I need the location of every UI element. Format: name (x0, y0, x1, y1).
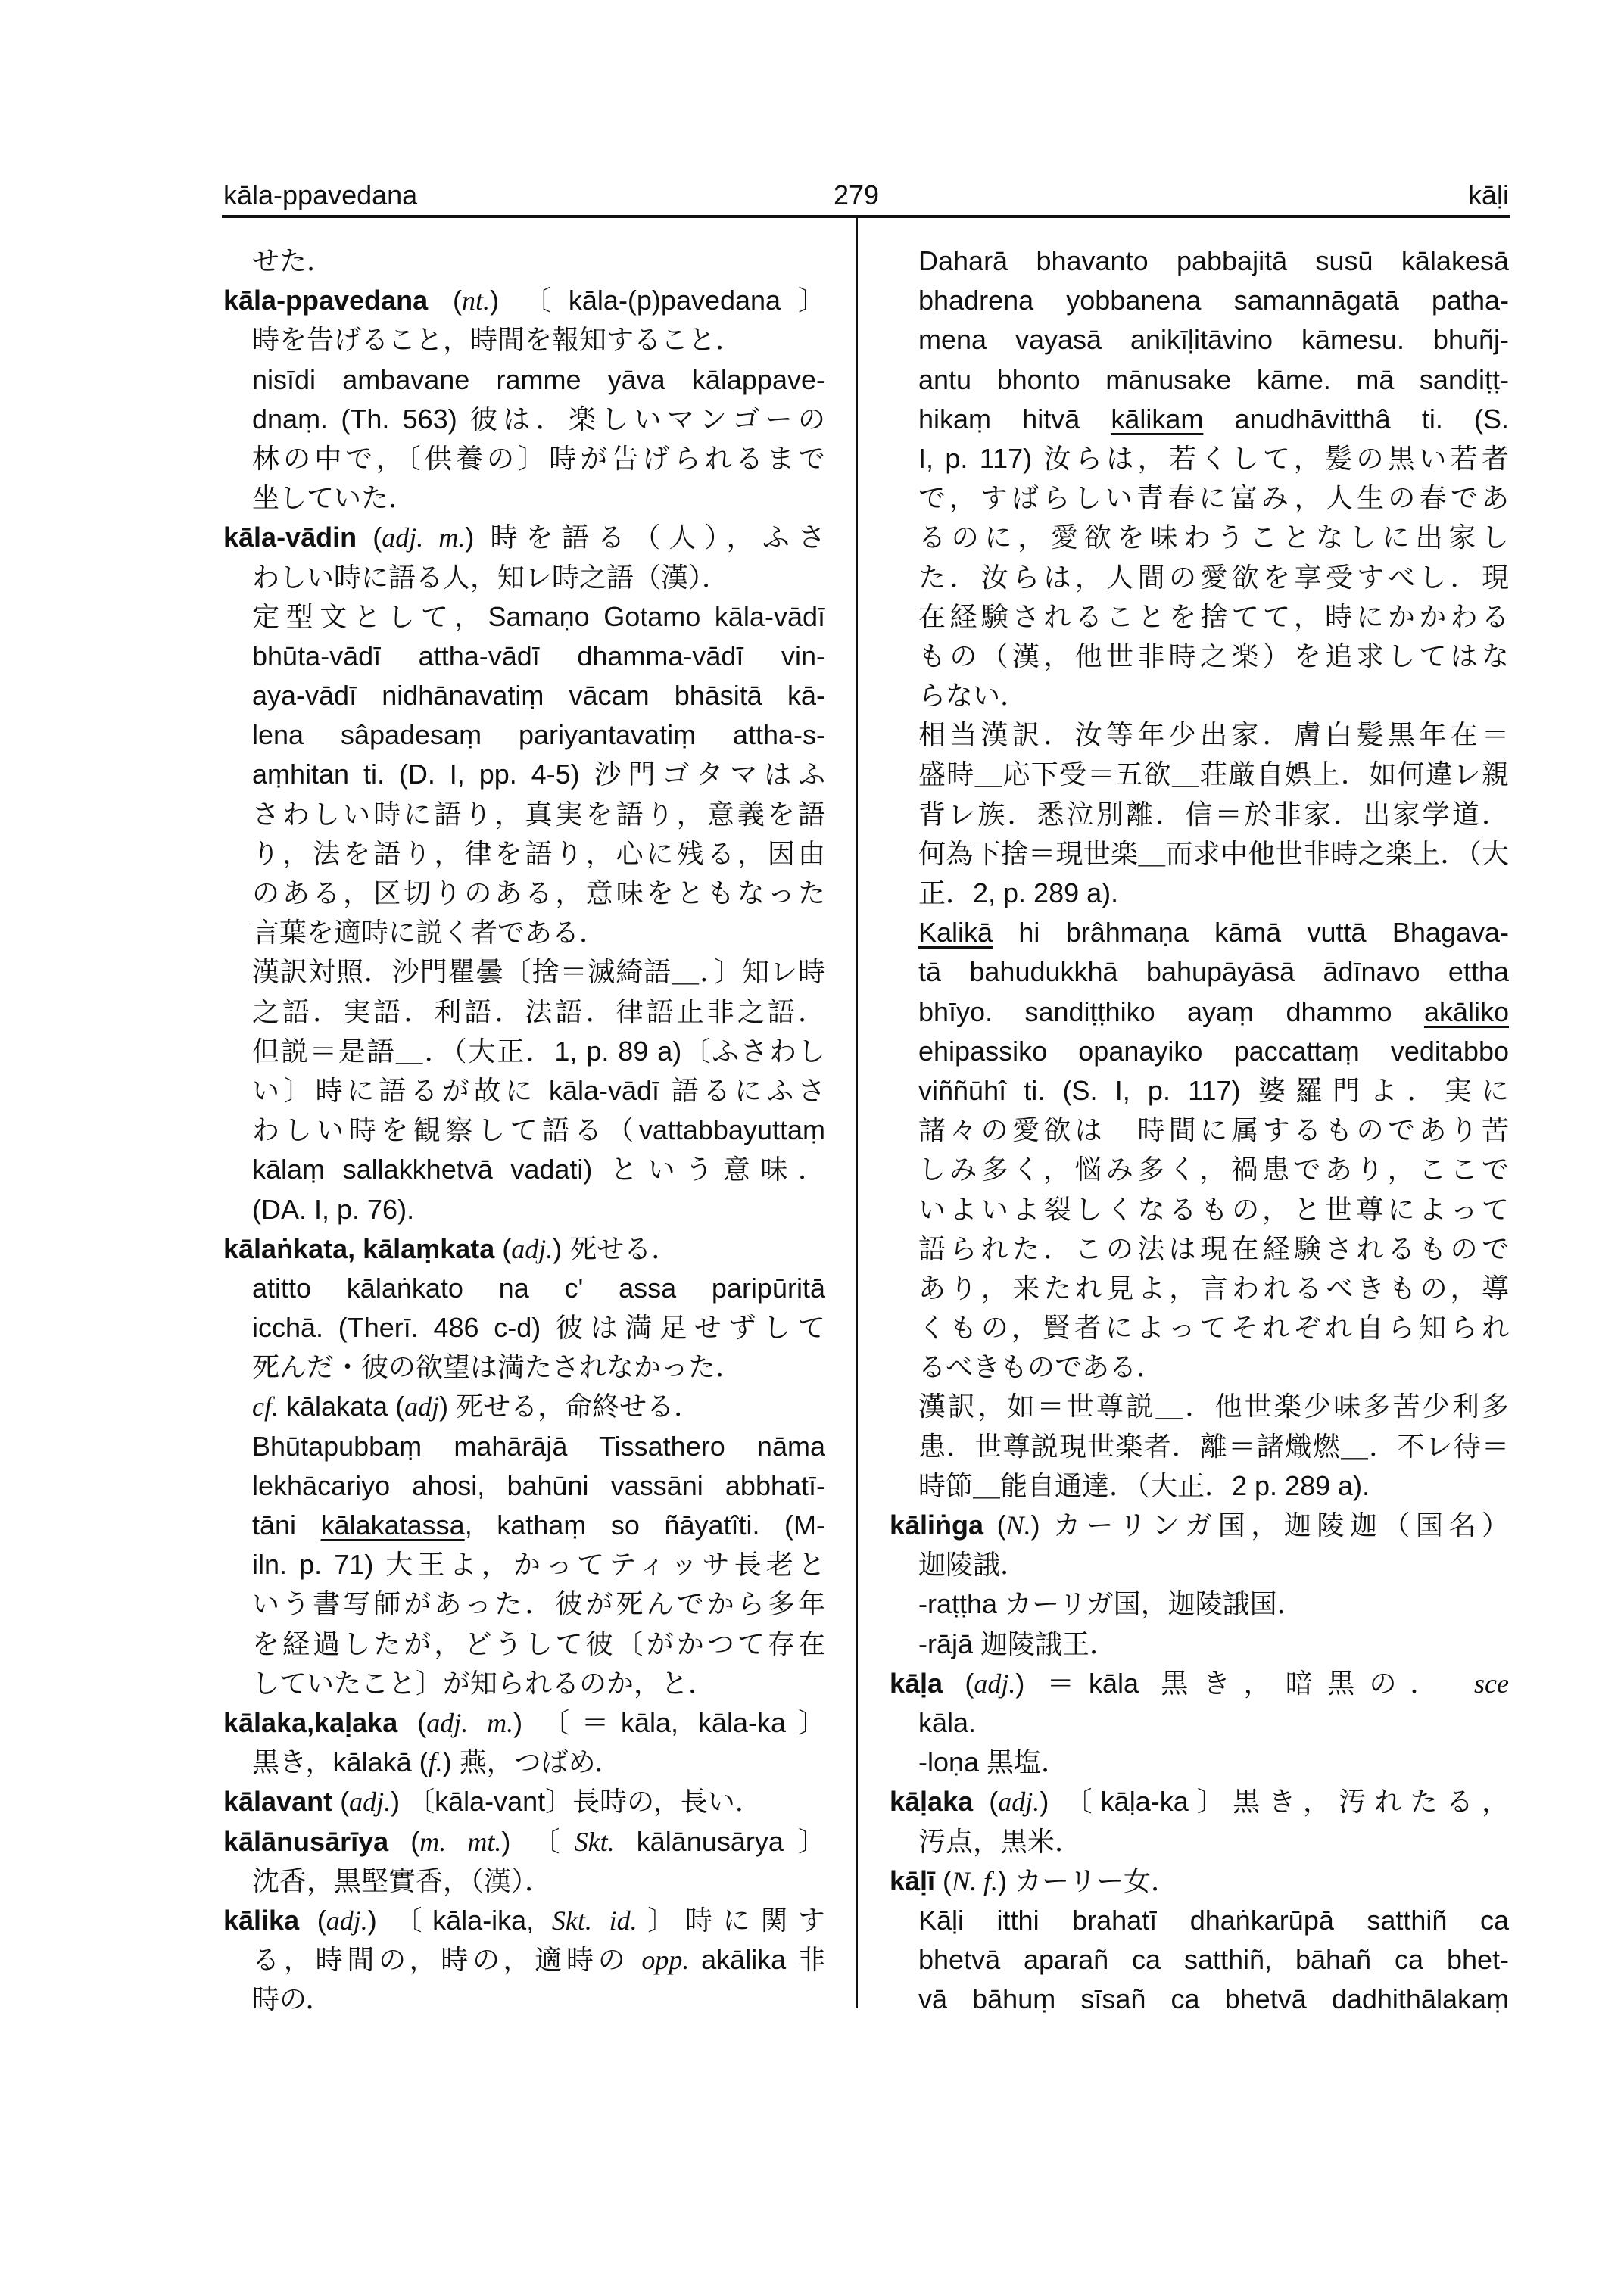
grammar-abbrev: adj. m. (382, 522, 466, 553)
text-run: 語られた．この法は現在経験されるもので (918, 1232, 1509, 1264)
entry-body-line (890, 1427, 1509, 1466)
entry-body-line (223, 241, 825, 281)
headword: kāla-ppavedana (223, 285, 429, 316)
entry-headword-line (223, 1229, 825, 1269)
text-run: -raṭṭha カーリガ国，迦陵誐国． (918, 1588, 1304, 1620)
entry-body-line (890, 558, 1509, 597)
text-run: 但説＝是語＿．（大正．1, p. 89 a)〔ふさわし (252, 1035, 825, 1067)
text-run: で，すばらしい青春に富み，人生の春であ (918, 482, 1509, 514)
entry-body-line (890, 1466, 1509, 1506)
entry-body-line (223, 1111, 825, 1150)
left-column (223, 241, 825, 2019)
column-divider (856, 218, 858, 2008)
entry-body-line (890, 597, 1509, 637)
text-run: のある，区切りのある，意味をともなった (252, 877, 825, 908)
text-run: kāla. (918, 1706, 977, 1738)
text-run: 〕時に関す (637, 1904, 826, 1936)
entry-body-line (223, 597, 825, 637)
page-number: 279 (833, 179, 880, 210)
text-run: ( (299, 1904, 326, 1936)
entry-body-line (223, 1862, 825, 1901)
text-run: ) 死せる，命終せる． (439, 1391, 702, 1422)
text-run: ( (973, 1786, 999, 1818)
grammar-abbrev: N. f. (952, 1865, 999, 1896)
headword: kāḷaka (890, 1786, 974, 1818)
entry-body-line (223, 1506, 825, 1545)
text-run: た．汝らは，人間の愛欲を享受すべし．現 (918, 561, 1509, 593)
text-run: 時を告げること，時間を報知すること． (252, 324, 743, 356)
running-head-left: kāla-ppavedana (223, 179, 418, 210)
text-run: , kathaṃ so ñāyatîti. (M- (464, 1509, 825, 1541)
headword: kāḷī (890, 1865, 936, 1896)
text-run: bhetvā aparañ ca satthiñ, bāhañ ca bhet- (918, 1944, 1509, 1976)
headword: kālaṅkata, kālaṃkata (223, 1232, 495, 1264)
entry-body-line (223, 1308, 825, 1347)
entry-body-line (890, 1387, 1509, 1426)
text-run: ( (943, 1667, 974, 1699)
entry-body-line (890, 1584, 1509, 1624)
text-run: せた． (252, 245, 335, 276)
entry-headword-line (223, 1782, 825, 1821)
entry-headword-line (223, 281, 825, 320)
headword: kāliṅga (890, 1509, 984, 1541)
entry-body-line (890, 1347, 1509, 1387)
entry-body-line (223, 952, 825, 992)
text-run: 定型文として，Samaṇo Gotamo kāla-vādī (252, 600, 825, 632)
entry-headword-line (223, 1822, 825, 1862)
text-run: I, p. 117) 汝らは，若くして，髪の黒い若者 (918, 442, 1509, 474)
headword: kālika (223, 1904, 300, 1936)
entry-body-line (890, 281, 1509, 320)
entry-body-line (890, 1545, 1509, 1584)
entry-body-line (223, 1980, 825, 2019)
entry-body-line (890, 439, 1509, 478)
entry-body-line (890, 518, 1509, 557)
entry-body-line (890, 241, 1509, 281)
entry-body-line (890, 715, 1509, 755)
text-run: antu bhonto mānusake kāme. mā sandiṭṭ- (918, 363, 1509, 395)
text-run: 汚点，黒米． (918, 1825, 1083, 1857)
text-run: わしい時を観察して語る（vattabbayuttaṃ (252, 1114, 825, 1146)
text-run: akālika 非 (689, 1944, 825, 1976)
grammar-abbrev: f. (428, 1747, 443, 1778)
grammar-abbrev: adj. (326, 1905, 368, 1936)
grammar-abbrev: adj. m. (426, 1707, 514, 1738)
entry-body-line (890, 360, 1509, 400)
text-run: 沈香，黒堅實香，（漢）． (252, 1865, 553, 1896)
entry-body-line (890, 1071, 1509, 1111)
grammar-abbrev: adj. (974, 1668, 1016, 1699)
entry-body-line (890, 320, 1509, 360)
grammar-abbrev: N. (1005, 1510, 1031, 1541)
text-run: ( (428, 285, 463, 316)
text-run: hi brâhmaṇa kāmā vuttā Bhagava- (993, 917, 1509, 949)
text-run: iln. p. 71) 大王よ，かってティッサ長老と (252, 1549, 825, 1581)
entry-body-line (223, 834, 825, 874)
headword: kālānusārīya (223, 1825, 389, 1857)
text-run: 背レ族．悉泣別離．信＝於非家．出家学道． (918, 798, 1509, 830)
entry-body-line (223, 874, 825, 913)
headword: kālaka,kaḷaka (223, 1706, 398, 1738)
text-run: 言葉を適時に説く者である． (252, 917, 607, 949)
entry-body-line (223, 1625, 825, 1664)
text-run: ) 〔kāla-vant〕長時の，長い． (391, 1786, 762, 1818)
text-run: viññūhî ti. (S. I, p. 117) 婆羅門よ．実に (918, 1074, 1509, 1106)
text-run: Bhūtapubbaṃ mahārājā Tissathero nāma (252, 1430, 825, 1462)
text-run: ( (332, 1786, 350, 1818)
underlined-term: kālakatassa (320, 1509, 465, 1541)
entry-body-line (890, 795, 1509, 834)
text-run: (DA. I, p. 76). (252, 1193, 415, 1225)
underlined-term: akāliko (1423, 995, 1509, 1027)
text-run: bhadrena yobbanena samannāgatā patha- (918, 285, 1509, 316)
text-run: 患．世尊説現世楽者．離＝諸熾燃＿．不レ待＝ (918, 1430, 1509, 1462)
grammar-abbrev: adj (404, 1391, 440, 1422)
entry-body-line (223, 1347, 825, 1387)
text-run: kālaṃ sallakkhetvā vadati) という意味． (252, 1154, 825, 1185)
entry-body-line (223, 1269, 825, 1308)
text-run: していたこと〕が知られるのか，と． (252, 1667, 716, 1699)
grammar-abbrev: adj. (511, 1233, 553, 1264)
entry-headword-line (890, 1664, 1509, 1703)
text-run: lekhācariyo ahosi, bahūni vassāni abbhatī- (252, 1469, 825, 1501)
text-run: anudhāvitthâ ti. (S. (1203, 403, 1509, 435)
grammar-abbrev: Skt. (574, 1826, 615, 1857)
entry-body-line (890, 637, 1509, 676)
text-run: aṃhitan ti. (D. I, pp. 4-5) 沙門ゴタマはふ (252, 759, 825, 790)
text-run: ) カーリー女． (998, 1865, 1179, 1896)
entry-body-line (223, 1466, 825, 1506)
text-run: わしい時に語る人，知レ時之語（漢）． (252, 561, 730, 593)
text-run: ) カーリンガ国，迦陵迦（国名） (1030, 1509, 1509, 1541)
text-run: 坐していた． (252, 482, 416, 514)
text-run: ) 時を語る（人），ふさ (465, 522, 826, 553)
entry-headword-line (223, 1703, 825, 1743)
text-run: Daharā bhavanto pabbajitā susū kālakesā (918, 245, 1509, 276)
entry-body-line (890, 400, 1509, 439)
entry-body-line (223, 1940, 825, 1980)
text-run: tā bahudukkhā bahupāyāsā ādīnavo ettha (918, 956, 1509, 988)
entry-body-line (223, 558, 825, 597)
entry-body-line (223, 1584, 825, 1624)
entry-body-line (223, 1032, 825, 1071)
text-run: bhūta-vādī attha-vādī dhamma-vādī vin- (252, 640, 825, 671)
entry-body-line (890, 992, 1509, 1032)
headword: kālavant (223, 1786, 333, 1818)
grammar-abbrev: cf. (252, 1391, 279, 1422)
text-run: ) 〔 (501, 1825, 575, 1857)
text-run: り，法を語り，律を語り，心に残る，因由 (252, 837, 825, 869)
entry-body-line (890, 1940, 1509, 1980)
text-run: icchā. (Therī. 486 c-d) 彼は満足せずして (252, 1312, 825, 1344)
grammar-abbrev: nt. (462, 285, 491, 316)
entry-body-line (890, 1190, 1509, 1229)
entry-body-line (890, 1703, 1509, 1743)
entry-headword-line (890, 1782, 1509, 1821)
text-run: dnaṃ. (Th. 563) 彼は．楽しいマンゴーの (252, 403, 825, 435)
text-run: 時節＿能自通達．（大正．2 p. 289 a). (918, 1469, 1370, 1501)
text-run: 黒き，kālakā ( (252, 1746, 429, 1778)
entry-body-line (890, 834, 1509, 874)
text-run: しみ多く，悩み多く，禍患であり，ここで (918, 1154, 1509, 1185)
text-run: Kāḷi itthi brahatī dhaṅkarūpā satthiñ ca (918, 1904, 1509, 1936)
entry-body-line (890, 1269, 1509, 1308)
entry-body-line (890, 1822, 1509, 1862)
text-run: くもの，賢者によってそれぞれ自ら知られ (918, 1312, 1509, 1344)
entry-body-line (890, 1229, 1509, 1269)
text-run: aya-vādī nidhānavatiṃ vācam bhāsitā kā- (252, 680, 825, 712)
entry-body-line (223, 1071, 825, 1111)
text-run: 死んだ・彼の欲望は満たされなかった． (252, 1351, 743, 1383)
entry-headword-line (223, 518, 825, 557)
text-run: -loṇa 黒塩． (918, 1746, 1069, 1778)
text-run: 之語．実語．利語．法語．律語止非之語． (252, 995, 825, 1027)
entry-body-line (890, 874, 1509, 913)
text-run: -rājā 迦陵誐王． (918, 1628, 1117, 1659)
text-run: るのに，愛欲を味わうことなしに出家し (918, 522, 1509, 553)
entry-body-line (223, 676, 825, 715)
text-run: ehipassiko opanayiko paccattaṃ veditabbo (918, 1035, 1509, 1067)
entry-body-line (223, 913, 825, 952)
text-run: を経過したが，どうして彼〔がかつて存在 (252, 1628, 825, 1659)
text-run: kālānusārya〕 (614, 1825, 826, 1857)
text-run: ) 〔kāḷa-ka〕黒き，汚れたる， (1040, 1786, 1509, 1818)
text-run: nisīdi ambavane ramme yāva kālappave- (252, 363, 825, 395)
text-run: ) 〔kāla-ika, (367, 1904, 552, 1936)
entry-headword-line (890, 1506, 1509, 1545)
text-run: ( (388, 1825, 420, 1857)
text-run: 迦陵誐． (918, 1549, 1028, 1581)
text-run: るべきものである． (918, 1351, 1164, 1383)
text-run: atitto kālaṅkato na c' assa paripūritā (252, 1272, 825, 1304)
text-run: 何為下捨＝現世楽＿而求中他世非時之楽上．（大 (918, 837, 1509, 869)
entry-body-line (223, 360, 825, 400)
text-run: さわしい時に語り，真実を語り，意義を語 (252, 798, 825, 830)
entry-body-line (223, 637, 825, 676)
text-run: いう書写師があった．彼が死んでから多年 (252, 1588, 825, 1620)
text-run: 正．2, p. 289 a). (918, 877, 1119, 908)
text-run: もの（漢，他世非時之楽）を追求してはな (918, 640, 1509, 671)
text-run: 漢訳対照．沙門瞿曇〔捨＝滅綺語＿．〕知レ時 (252, 956, 825, 988)
entry-body-line (223, 1427, 825, 1466)
entry-body-line (223, 439, 825, 478)
running-head-right: kāḷi (1467, 179, 1509, 210)
entry-body-line (223, 400, 825, 439)
underlined-term: Kalikā (918, 917, 993, 949)
entry-body-line (890, 1625, 1509, 1664)
text-run: 林の中で，〔供養の〕時が告げられるまで (252, 442, 825, 474)
headword: kāla-vādin (223, 522, 357, 553)
text-run: ) 燕，つばめ． (442, 1746, 622, 1778)
entry-body-line (223, 755, 825, 794)
grammar-abbrev: opp. (641, 1945, 690, 1976)
text-run: hikaṃ hitvā (918, 403, 1111, 435)
entry-body-line (223, 1387, 825, 1426)
text-run: ) 〔＝kāla, kāla-ka〕 (513, 1706, 825, 1738)
text-run: vā bāhuṃ sīsañ ca bhetvā dadhithālakaṃ (918, 1983, 1509, 2015)
entry-body-line (223, 1743, 825, 1782)
text-run: ) ＝kāla 黒き，暗黒の． (1015, 1667, 1475, 1699)
entry-body-line (890, 1150, 1509, 1189)
grammar-abbrev: sce (1474, 1668, 1509, 1699)
entry-body-line (890, 1111, 1509, 1150)
underlined-term: kālikam (1111, 403, 1204, 435)
text-run: ( (494, 1232, 512, 1264)
entry-body-line (890, 1980, 1509, 2019)
entry-body-line (223, 992, 825, 1032)
grammar-abbrev: m. mt. (419, 1826, 502, 1857)
text-run: kālakata ( (278, 1391, 405, 1422)
text-run: 漢訳，如＝世尊説＿．他世楽少味多苦少利多 (918, 1391, 1509, 1422)
entry-body-line (223, 1190, 825, 1229)
entry-body-line (890, 1901, 1509, 1940)
entry-headword-line (890, 1862, 1509, 1901)
entry-body-line (223, 1545, 825, 1584)
grammar-abbrev: adj. (349, 1787, 391, 1818)
header-rule (222, 215, 1510, 218)
text-run: ( (935, 1865, 952, 1896)
text-run: いよいよ裂しくなるもの，と世尊によって (918, 1193, 1509, 1225)
entry-body-line (223, 1664, 825, 1703)
text-run: mena vayasā anikīḷitāvino kāmesu. bhuñj- (918, 324, 1509, 356)
text-run: bhīyo. sandiṭṭhiko ayaṃ dhammo (918, 995, 1424, 1027)
entry-body-line (890, 755, 1509, 794)
entry-body-line (223, 1150, 825, 1189)
entry-headword-line (223, 1901, 825, 1940)
text-run: lena sâpadesaṃ pariyantavatiṃ attha-s- (252, 719, 825, 751)
entry-body-line (890, 1032, 1509, 1071)
text-run: あり，来たれ見よ，言われるべきもの，導 (918, 1272, 1509, 1304)
text-run: tāni (252, 1509, 321, 1541)
entry-body-line (223, 795, 825, 834)
entry-body-line (890, 1743, 1509, 1782)
grammar-abbrev: Skt. id. (551, 1905, 637, 1936)
text-run: い〕時に語るが故に kāla-vādī 語るにふさ (252, 1074, 825, 1106)
entry-body-line (223, 320, 825, 360)
text-run: る，時間の，時の，適時の (252, 1944, 642, 1976)
right-column (890, 241, 1509, 2019)
text-run: 在経験されることを捨てて，時にかかわる (918, 600, 1509, 632)
text-run: 時の． (252, 1983, 333, 2015)
grammar-abbrev: adj. (998, 1787, 1040, 1818)
text-run: らない． (918, 680, 1028, 712)
entry-body-line (890, 478, 1509, 518)
entry-body-line (223, 715, 825, 755)
entry-body-line (223, 478, 825, 518)
headword: kāḷa (890, 1667, 943, 1699)
entry-body-line (890, 913, 1509, 952)
text-run: ) 死せる． (553, 1232, 679, 1264)
text-run: ( (357, 522, 382, 553)
entry-body-line (890, 952, 1509, 992)
entry-body-line (890, 1308, 1509, 1347)
text-run: 相当漢訳．汝等年少出家．膚白髪黒年在＝ (918, 719, 1509, 751)
text-run: 盛時＿応下受＝五欲＿荘厳自娯上．如何違レ親 (918, 759, 1509, 790)
text-run: ) 〔kāla-(p)pavedana〕 (490, 285, 825, 316)
text-run: 諸々の愛欲は 時間に属するものであり苦 (918, 1114, 1509, 1146)
text-run: ( (983, 1509, 1006, 1541)
text-run: ( (397, 1706, 427, 1738)
entry-body-line (890, 676, 1509, 715)
